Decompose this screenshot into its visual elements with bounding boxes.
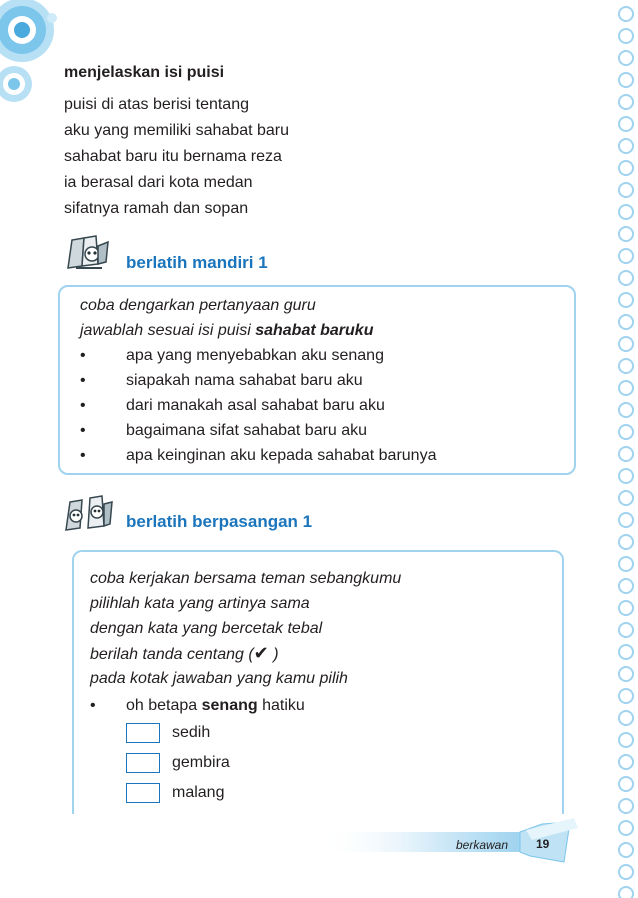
chain-ring	[619, 623, 633, 637]
chain-ring	[619, 799, 633, 813]
chain-ring	[619, 51, 633, 65]
exercise-item	[90, 693, 401, 718]
option-row	[90, 778, 401, 808]
instruction-line: pilihlah kata yang artinya sama	[90, 595, 310, 612]
chain-ring	[619, 73, 633, 87]
bullet: •	[80, 372, 86, 389]
chain-ring	[619, 645, 633, 659]
question-text: apa yang menyebabkan aku senang	[126, 347, 384, 364]
chain-ring	[619, 513, 633, 527]
check-mark-icon: ✔	[253, 643, 269, 663]
answer-checkbox[interactable]	[126, 783, 160, 803]
option-row	[90, 748, 401, 778]
chain-ring	[619, 469, 633, 483]
question-item	[80, 443, 436, 468]
chain-ring	[619, 579, 633, 593]
chain-ring	[619, 843, 633, 857]
chain-ring	[619, 29, 633, 43]
footer-label: berkawan	[456, 838, 509, 852]
chain-ring	[619, 117, 633, 131]
chain-ring	[619, 95, 633, 109]
summary-line: puisi di atas berisi tentang	[64, 96, 249, 113]
chain-ring	[619, 7, 633, 21]
chain-ring	[619, 667, 633, 681]
item-bold-text: senang	[201, 697, 258, 714]
instruction-text: berilah tanda centang (	[90, 646, 254, 663]
item-text: oh betapa	[126, 697, 202, 714]
student-book-icon	[62, 232, 112, 274]
page-number: 19	[536, 837, 550, 851]
chain-ring	[619, 271, 633, 285]
chain-ring	[619, 865, 633, 879]
chain-ring	[619, 601, 633, 615]
chain-ring	[619, 733, 633, 747]
summary-line: ia berasal dari kota medan	[64, 174, 253, 191]
poem-summary	[64, 92, 289, 222]
chain-ring	[619, 887, 633, 898]
chain-ring	[619, 249, 633, 263]
chain-ring	[619, 183, 633, 197]
chain-ring	[619, 689, 633, 703]
pair-students-icon	[62, 492, 114, 536]
chain-ring	[619, 293, 633, 307]
chain-ring	[619, 425, 633, 439]
question-item	[80, 418, 436, 443]
chain-ring	[619, 161, 633, 175]
chain-ring	[619, 337, 633, 351]
berpasangan-heading: berlatih berpasangan 1	[126, 512, 313, 531]
question-item	[80, 343, 436, 368]
chain-ring	[619, 711, 633, 725]
bullet: •	[90, 697, 96, 714]
question-item	[80, 393, 436, 418]
instruction-line: dengan kata yang bercetak tebal	[90, 620, 323, 637]
option-label: sedih	[172, 724, 211, 741]
chain-ring	[619, 777, 633, 791]
decorative-chain	[612, 0, 638, 898]
bullet: •	[80, 447, 86, 464]
option-row	[90, 718, 401, 748]
chain-ring	[619, 557, 633, 571]
answer-checkbox[interactable]	[126, 753, 160, 773]
chain-ring	[619, 447, 633, 461]
decorative-circles	[0, 0, 70, 110]
instruction-line: coba kerjakan bersama teman sebangkumu	[90, 570, 402, 587]
chain-ring	[619, 139, 633, 153]
footer-banner	[320, 818, 590, 868]
intro-text: jawablah sesuai isi puisi	[80, 322, 256, 339]
chain-ring	[619, 403, 633, 417]
chain-ring	[619, 205, 633, 219]
chain-ring	[619, 359, 633, 373]
question-text: siapakah nama sahabat baru aku	[126, 372, 363, 389]
instruction-text: )	[268, 646, 279, 663]
question-text: bagaimana sifat sahabat baru aku	[126, 422, 368, 439]
option-label: malang	[172, 784, 225, 801]
chain-ring	[619, 755, 633, 769]
instruction-line: pada kotak jawaban yang kamu pilih	[90, 670, 348, 687]
summary-line: sahabat baru itu bernama reza	[64, 148, 282, 165]
chain-ring	[619, 821, 633, 835]
bullet: •	[80, 347, 86, 364]
intro-bold-text: sahabat baruku	[255, 322, 374, 339]
instruction-line-check	[90, 641, 401, 666]
mandiri-intro: coba dengarkan pertanyaan guru	[80, 297, 316, 314]
mandiri-heading: berlatih mandiri 1	[126, 253, 268, 272]
question-item	[80, 368, 436, 393]
option-label: gembira	[172, 754, 230, 771]
summary-line: aku yang memiliki sahabat baru	[64, 122, 290, 139]
chain-ring	[619, 315, 633, 329]
item-text: hatiku	[257, 697, 305, 714]
chain-ring	[619, 381, 633, 395]
berpasangan-box	[72, 550, 564, 814]
chain-ring	[619, 491, 633, 505]
chain-ring	[619, 227, 633, 241]
answer-checkbox[interactable]	[126, 723, 160, 743]
bullet: •	[80, 397, 86, 414]
mandiri-box	[58, 285, 576, 475]
chain-ring	[619, 535, 633, 549]
question-text: dari manakah asal sahabat baru aku	[126, 397, 385, 414]
mandiri-intro-2	[80, 318, 436, 343]
bullet: •	[80, 422, 86, 439]
summary-line: sifatnya ramah dan sopan	[64, 200, 249, 217]
section-title: menjelaskan isi puisi	[64, 64, 225, 81]
question-text: apa keinginan aku kepada sahabat barunya	[126, 447, 437, 464]
